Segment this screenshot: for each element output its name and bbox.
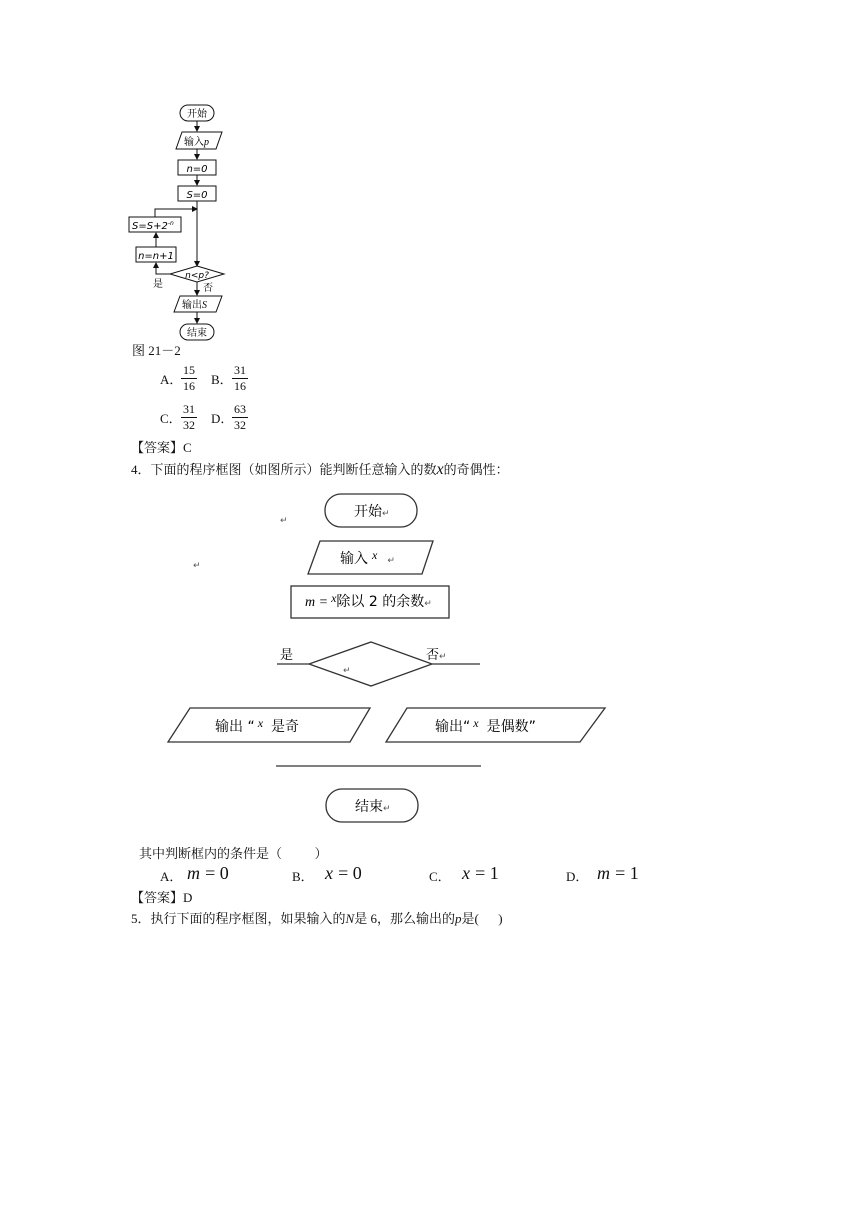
fc2-assign-lhs: m = <box>305 595 329 610</box>
fc2-no-return-mark: ↵ <box>439 652 447 662</box>
q4-option-b-expr <box>325 863 362 884</box>
q4-option-a-val: = 0 <box>205 863 229 883</box>
fc2-end-label: 结束 <box>355 799 383 815</box>
fc1-n-update: n=n+1 <box>138 251 174 262</box>
fc2-decision-return-mark: ↵ <box>343 666 351 676</box>
q4-suffix: 的奇偶性： <box>443 462 509 477</box>
q4-option-a-expr <box>187 863 229 884</box>
q4-option-a-letter: A． <box>160 869 183 884</box>
fc1-condition: n<p? <box>185 271 209 281</box>
fc2-return-mark-2: ↵ <box>193 561 201 571</box>
fc2-decision-diamond <box>309 642 432 686</box>
q3-option-d-num: 63 <box>234 402 246 416</box>
answer-3: 【答案】C <box>131 440 192 455</box>
q3-option-c-num: 31 <box>183 402 195 416</box>
fc2-output-even-var: x <box>473 716 479 730</box>
figure-caption: 图 21－2 <box>132 343 181 358</box>
fc2-assign-var: x <box>331 591 337 605</box>
q3-option-d-den: 32 <box>234 418 246 432</box>
q3-option-b-num: 31 <box>234 363 246 377</box>
q5-var-n: N <box>345 911 355 926</box>
q3-option-b-letter: B． <box>211 372 233 387</box>
fc1-s-update-exp: -n <box>167 220 174 227</box>
fc2-output-odd-box <box>168 708 370 742</box>
fc1-output-prefix: 输出 <box>182 300 202 311</box>
svg-text:S=S+2-n <box>132 220 174 232</box>
fc2-no-label: 否 <box>426 648 440 663</box>
fc2-output-even-prefix: 输出“ <box>435 719 471 735</box>
fc2-output-even-suffix: 是偶数” <box>486 719 536 735</box>
fc2-end-return-mark: ↵ <box>383 804 391 814</box>
q3-option-d-fraction <box>232 403 248 432</box>
q3-option-c-letter: C． <box>160 411 182 426</box>
q4-condition-prompt: 其中判断框内的条件是（ ） <box>139 846 328 861</box>
question-4 <box>131 462 509 478</box>
fc1-output-var: S <box>202 300 207 311</box>
fc2-input-return-mark: ↵ <box>387 556 395 566</box>
fc1-s-init: S=0 <box>186 190 208 201</box>
fc2-input-label: 输入 <box>340 551 368 567</box>
fc1-start-label: 开始 <box>187 109 207 120</box>
svg-text:输入p <box>184 135 209 148</box>
q4-option-b-var: x <box>325 863 333 883</box>
q5-suffix: 是( ) <box>461 911 503 926</box>
fc1-s-update: S=S+2 <box>132 221 168 232</box>
flowchart-parity <box>160 490 620 835</box>
fc2-input-box <box>308 541 433 574</box>
q3-option-b-fraction <box>232 364 248 393</box>
q4-option-c-expr <box>462 863 499 884</box>
svg-text:否↵ <box>426 648 447 663</box>
fc2-output-odd-suffix: 是奇 <box>271 719 300 735</box>
fc1-end-label: 结束 <box>187 328 207 339</box>
fc1-n-init: n=0 <box>186 164 208 175</box>
fc2-assign-rest: 除以 2 的余数 <box>336 594 425 610</box>
fc2-start-label: 开始 <box>354 504 382 520</box>
q3-option-c-den: 32 <box>183 418 195 432</box>
q4-prefix: 4．下面的程序框图（如图所示）能判断任意输入的数 <box>131 462 437 477</box>
fc2-assign-return-mark: ↵ <box>424 599 432 609</box>
fc1-no-label: 否 <box>203 283 213 294</box>
fc1-yes-label: 是 <box>153 279 163 290</box>
answer-4: 【答案】D <box>131 890 193 905</box>
q4-var: x <box>436 461 444 478</box>
q3-option-a-den: 16 <box>183 379 195 393</box>
q4-option-c-letter: C． <box>429 869 451 884</box>
question-5 <box>131 911 503 927</box>
q3-option-c-fraction <box>181 403 197 432</box>
q3-option-a-letter: A． <box>160 372 183 387</box>
q4-option-c-var: x <box>462 863 470 883</box>
fc2-output-odd-var: x <box>257 716 264 730</box>
fc2-start-return-mark: ↵ <box>382 509 390 519</box>
q4-option-d-letter: D． <box>566 869 589 884</box>
q3-option-d-letter: D． <box>211 411 234 426</box>
q5-mid: 是 6，那么输出的 <box>354 911 455 926</box>
q3-option-a-fraction <box>181 364 197 393</box>
flowchart-small <box>120 98 240 346</box>
fc2-output-odd-prefix: 输出 “ <box>215 719 255 735</box>
q5-var-p: p <box>454 911 462 926</box>
svg-text:输出S <box>182 298 207 311</box>
q5-prefix: 5．执行下面的程序框图，如果输入的 <box>131 911 346 926</box>
q3-option-a-num: 15 <box>183 363 195 377</box>
fc1-input-prefix: 输入 <box>184 137 204 148</box>
q4-option-c-val: = 1 <box>475 863 499 883</box>
fc2-return-mark-1: ↵ <box>280 516 288 526</box>
q4-option-d-expr <box>597 863 639 884</box>
fc1-input-var: p <box>204 137 209 148</box>
q4-option-b-letter: B． <box>292 869 314 884</box>
fc2-input-var: x <box>372 548 378 562</box>
q4-option-d-val: = 1 <box>615 863 639 883</box>
q4-option-b-val: = 0 <box>338 863 362 883</box>
q3-option-b-den: 16 <box>234 379 246 393</box>
fc2-yes-label: 是 <box>280 648 294 663</box>
q4-option-d-var: m <box>597 863 610 883</box>
q4-option-a-var: m <box>187 863 200 883</box>
